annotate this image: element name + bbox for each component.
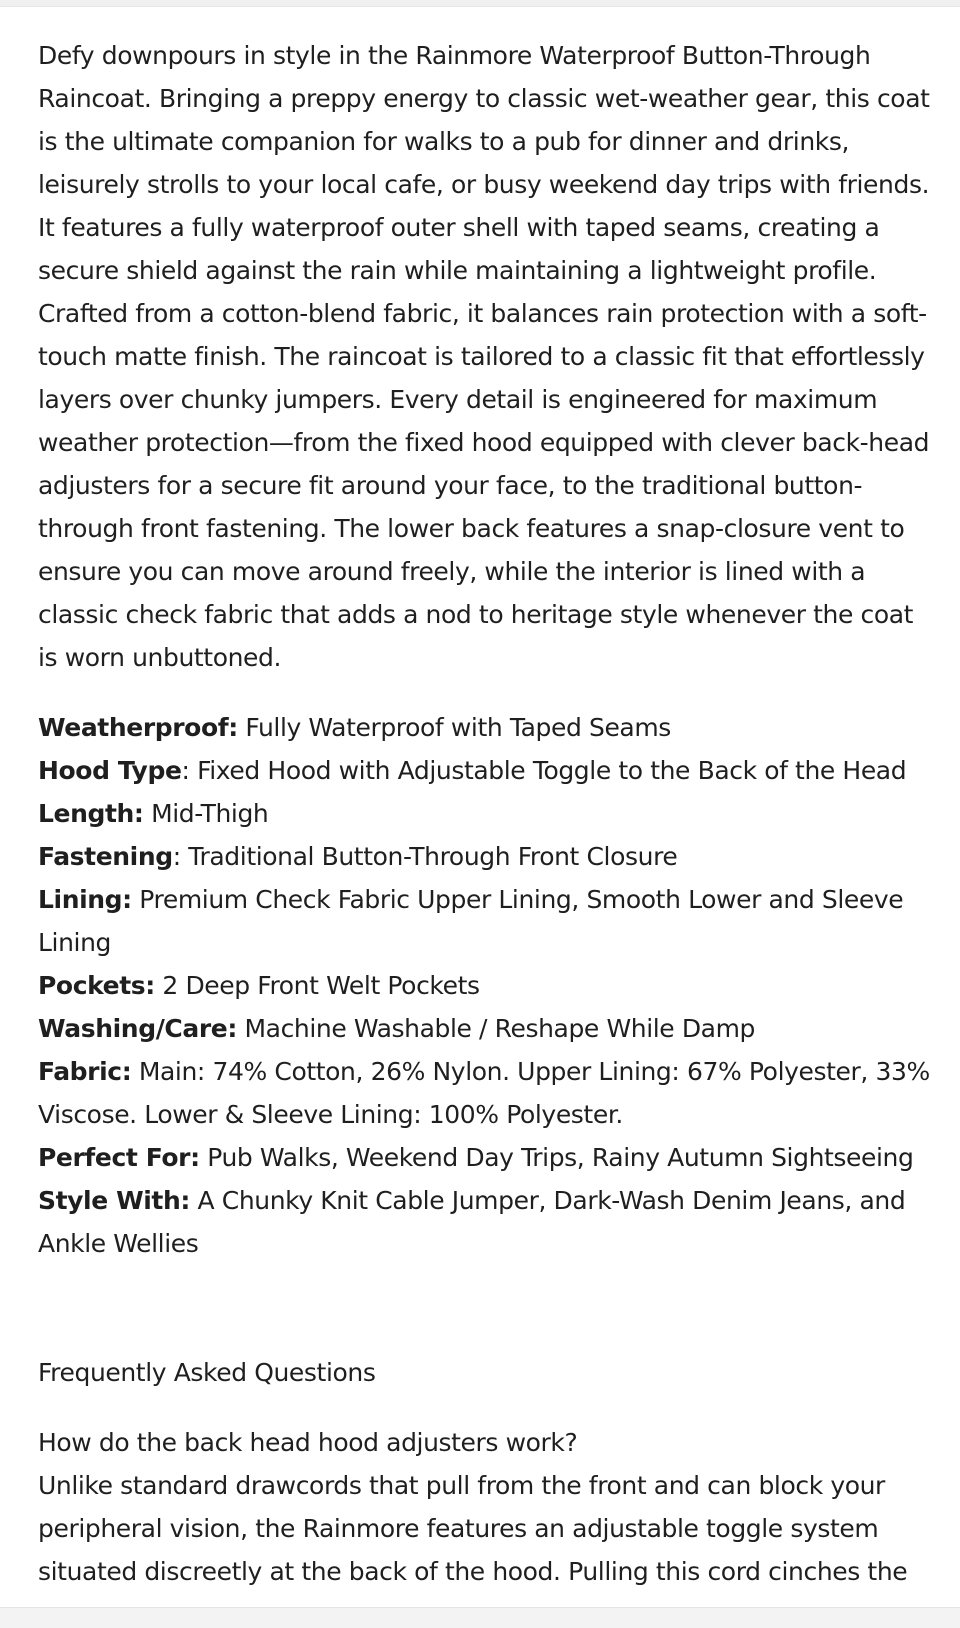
product-description: Defy downpours in style in the Rainmore Waterproof Button-Through Raincoat. Bringing a preppy energy to classic wet-weather gear, this coat is the ultimate companion for walks to a pub for dinner and drinks, leisurely strolls to your local cafe, or busy weekend day trips with friends. It features a fully waterproof outer shell with taped seams, creating a secure shield against the rain while maintaining a lightweight profile. Crafted from a cotton-blend fabric, it balances rain protection with a soft-touch matte finish. The raincoat is tailored to a classic fit that effortlessly layers over chunky jumpers. Every detail is engineered for maximum weather protection—from the fixed hood equipped with clever back-head adjusters for a secure fit around your face, to the traditional button-through front fastening. The lower back features a snap-closure vent to ensure you can move around freely, while the interior is lined with a classic check fabric that adds a nod to heritage style whenever the coat is worn unbuttoned. [38, 41, 930, 672]
faq-answer: Unlike standard drawcords that pull from the front and can block your peripheral vision, the Rainmore features an adjustable toggle system situated discreetly at the back of the hood. Pulling this cord cinches the [38, 1471, 908, 1586]
spec-label: Style With: [38, 1186, 190, 1215]
faq-question: How do the back head hood adjusters work? [38, 1428, 578, 1457]
spec-washing-care [38, 1007, 930, 1050]
top-divider [0, 0, 960, 7]
spec-fabric [38, 1050, 930, 1136]
spec-value: : Fixed Hood with Adjustable Toggle to the Back of the Head [181, 756, 907, 785]
spec-weatherproof [38, 706, 930, 749]
spec-label: Weatherproof: [38, 713, 238, 742]
spec-value: Main: 74% Cotton, 26% Nylon. Upper Lining: 67% Polyester, 33% Viscose. Lower & Sleeve Lining: 100% Polyester. [38, 1057, 930, 1129]
spec-label: Lining: [38, 885, 132, 914]
spec-fastening [38, 835, 930, 878]
spec-value: Premium Check Fabric Upper Lining, Smooth Lower and Sleeve Lining [38, 885, 904, 957]
spec-label: Hood Type [38, 756, 182, 785]
spec-lining [38, 878, 930, 964]
spec-label: Perfect For: [38, 1143, 200, 1172]
spec-hood-type [38, 749, 930, 792]
product-details [38, 34, 930, 1593]
spec-length [38, 792, 930, 835]
spec-label: Fastening [38, 842, 173, 871]
spec-value: Pub Walks, Weekend Day Trips, Rainy Autumn Sightseeing [199, 1143, 914, 1172]
spec-label: Washing/Care: [38, 1014, 237, 1043]
spec-perfect-for [38, 1136, 930, 1179]
spec-pockets [38, 964, 930, 1007]
spec-label: Length: [38, 799, 144, 828]
spec-style-with [38, 1179, 930, 1265]
bottom-bar [0, 1607, 960, 1628]
spec-value: Mid-Thigh [143, 799, 269, 828]
faq-heading: Frequently Asked Questions [38, 1358, 376, 1387]
spec-value: A Chunky Knit Cable Jumper, Dark-Wash Denim Jeans, and Ankle Wellies [38, 1186, 906, 1258]
spec-value: 2 Deep Front Welt Pockets [154, 971, 480, 1000]
spec-value: : Traditional Button-Through Front Closure [172, 842, 678, 871]
spec-value: Fully Waterproof with Taped Seams [237, 713, 671, 742]
spec-value: Machine Washable / Reshape While Damp [236, 1014, 756, 1043]
spec-label: Pockets: [38, 971, 155, 1000]
spec-list [38, 706, 930, 1265]
spec-label: Fabric: [38, 1057, 132, 1086]
